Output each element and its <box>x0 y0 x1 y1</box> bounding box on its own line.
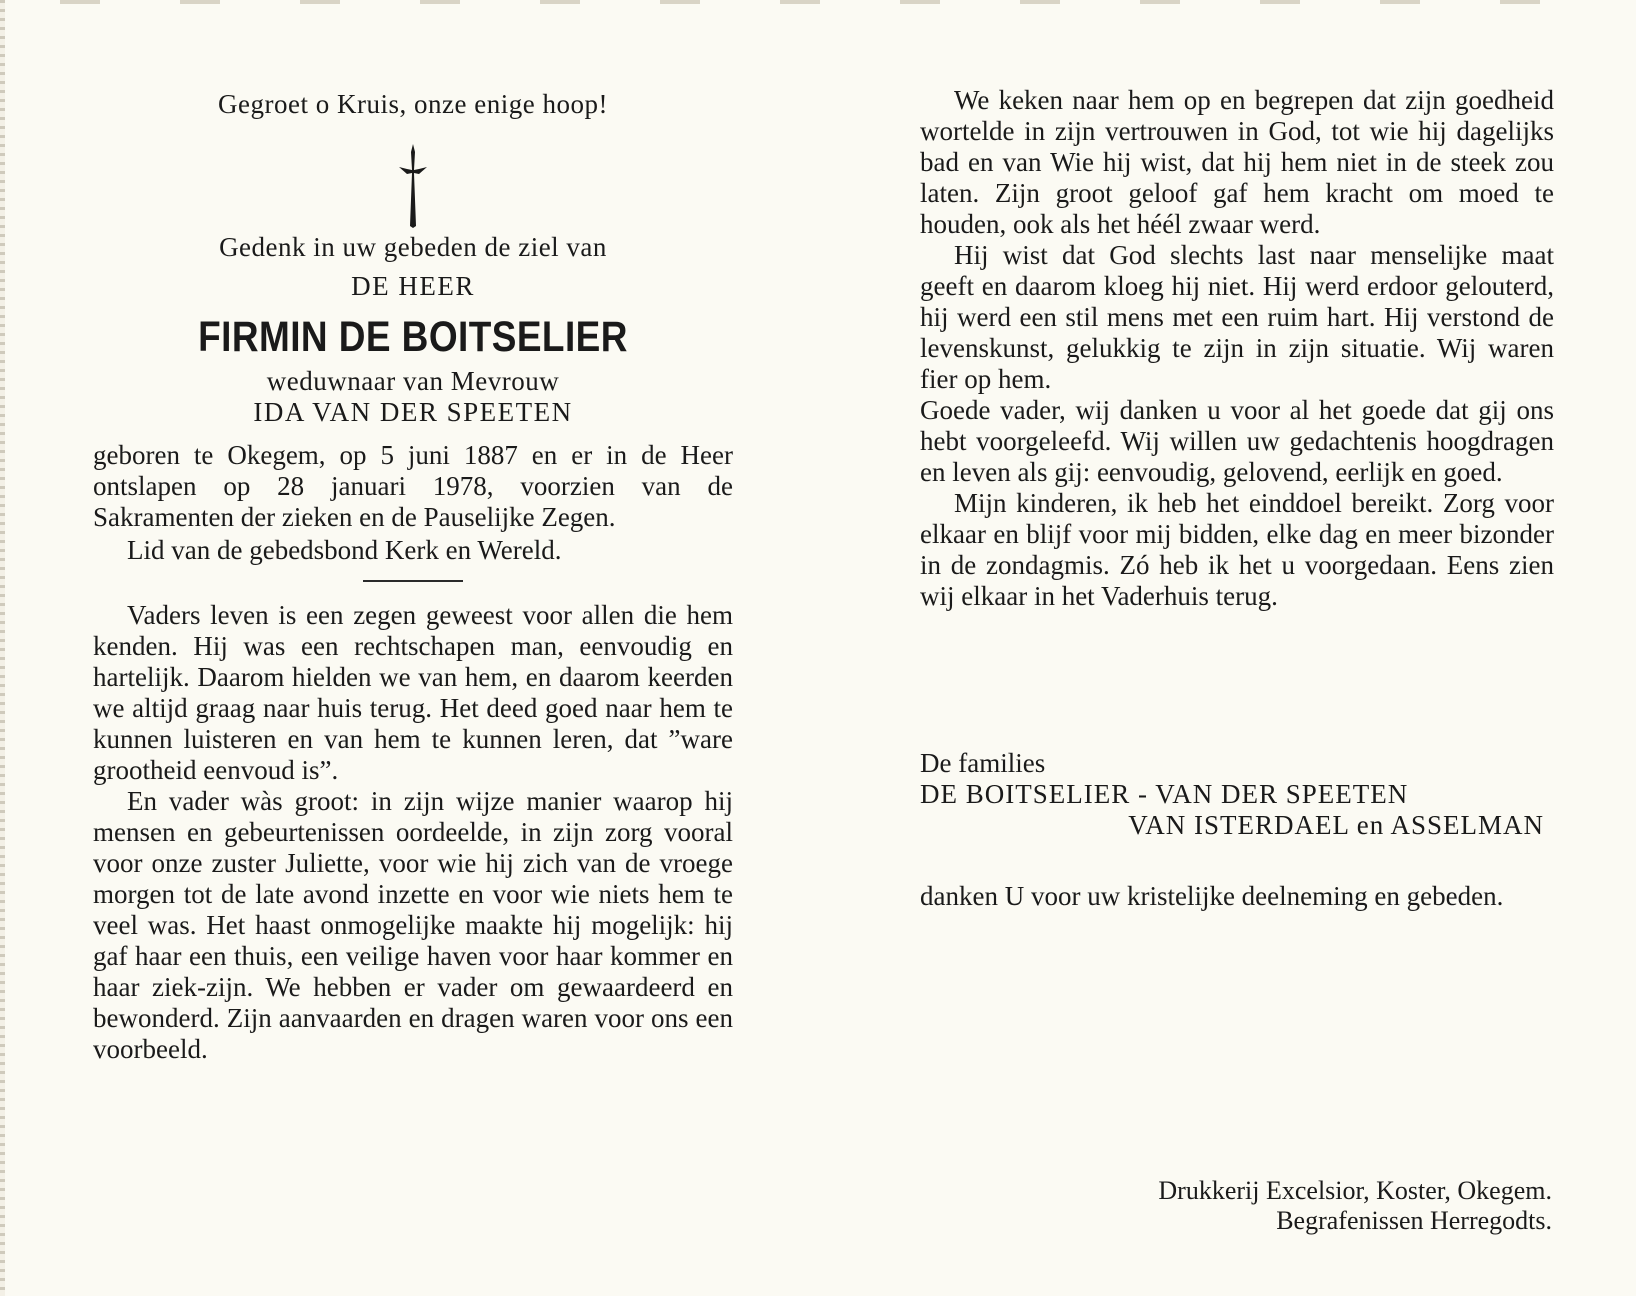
families-line-1: DE BOITSELIER - VAN DER SPEETEN <box>920 779 1409 809</box>
divider <box>363 580 463 582</box>
honorific: DE HEER <box>351 271 475 301</box>
widower-line: weduwnaar van Mevrouw <box>266 366 560 396</box>
salutation: Gegroet o Kruis, onze enige hoop! <box>218 89 608 119</box>
eulogy-paragraph-2: En vader wàs groot: in zijn wijze manier waarop hij mensen en gebeurtenissen oordeelde, in zijn zorg vooral voor onze zuster Juliette, voor wie hij zich van de vroege morgen tot de late avond inzette en voor wie niets hem te veel was. Het haast onmogelijke maakte hij mogelijk: hij gaf haar een thuis, een veilige haven voor haar kommer en haar ziek-zijn. We hebben er vader om gewaardeerd en bewonderd. Zijn aanvaarden en dragen waren voor ons een voorbeeld. <box>93 786 733 1064</box>
eulogy-paragraph-1: Vaders leven is een zegen geweest voor allen die hem kenden. Hij was een rechtschapen man, eenvoudig en hartelijk. Daarom hielden we van hem, en daarom keerden we altijd graag naar huis terug. Het deed goed naar hem te kunnen luisteren en van hem te kunnen leren, dat ”ware grootheid eenvoud is”. <box>93 600 733 785</box>
eulogy-paragraph-6: Mijn kinderen, ik heb het einddoel bereikt. Zorg voor elkaar en blijf voor mij bidden, elke dag en meer bizonder in de zondagmis. Zó heb ik het u voorgedaan. Eens zien wij elkaar in het Vaderhuis terug. <box>920 488 1554 611</box>
paper-edge-top <box>60 0 1576 4</box>
families-line-2: VAN ISTERDAEL en ASSELMAN <box>1128 810 1544 840</box>
eulogy-paragraph-5: Goede vader, wij danken u voor al het goede dat gij ons hebt voorgeleefd. Wij willen uw gedachtenis hoogdragen en leven als gij: eenvoudig, gelovend, eerlijk en goed. <box>920 395 1554 487</box>
deceased-name: FIRMIN DE BOITSELIER <box>198 313 628 361</box>
spacer <box>920 612 1554 748</box>
membership-text: Lid van de gebedsbond Kerk en Wereld. <box>127 535 562 565</box>
remember-line: Gedenk in uw gebeden de ziel van <box>219 232 607 262</box>
thanks-text: danken U voor uw kristelijke deelneming en gebeden. <box>920 881 1504 911</box>
printer-line-2: Begrafenissen Herregodts. <box>1276 1206 1552 1235</box>
families-intro: De families <box>920 748 1046 778</box>
paper-edge-left <box>0 0 5 1296</box>
eulogy-paragraph-4: Hij wist dat God slechts last naar menselijke maat geeft en daarom kloeg hij niet. Hij werd erdoor gelouterd, hij werd een stil mens met een ruim hart. Hij verstond de levenskunst, gelukkig te zijn in zijn situatie. Wij waren fier op hem. <box>920 240 1554 394</box>
printer-line-1: Drukkerij Excelsior, Koster, Okegem. <box>1158 1176 1552 1205</box>
printer-credit <box>1158 1176 1552 1236</box>
eulogy-paragraph-3: We keken naar hem op en begrepen dat zijn goedheid wortelde in zijn vertrouwen in God, tot wie hij dagelijks bad en van Wie hij wist, dat hij hem niet in de steek zou laten. Zijn groot geloof gaf hem kracht om moed te houden, ook als het héél zwaar werd. <box>920 85 1554 239</box>
left-column <box>93 85 733 1065</box>
birth-death-text: geboren te Okegem, op 5 juni 1887 en er in de Heer ontslapen op 28 januari 1978, voorzien van de Sakramenten der zieken en de Pauselijke Zegen. <box>93 440 733 532</box>
right-column <box>920 85 1554 912</box>
cross-icon <box>383 142 443 228</box>
spouse-name: IDA VAN DER SPEETEN <box>253 397 573 427</box>
